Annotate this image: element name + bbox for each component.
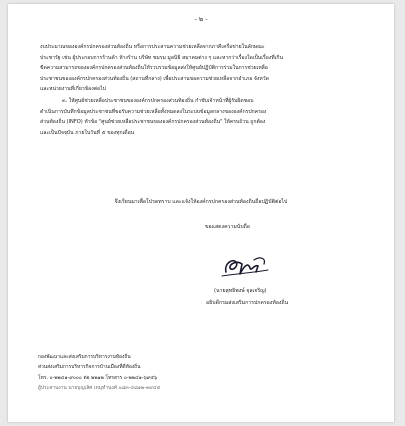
text-line: ๓. ให้ศูนย์ช่วยเหลือประชาชนขององค์กรปกครองส่วนท้องถิ่น กำชับเจ้าหน้าที่ผู้รับผิดชอบ — [62, 97, 254, 104]
footer-coordinator: ผู้ประสานงาน นายบุญเลิศ เหมุทำนงค์ ๐๘๓-๔๘๑๒-๓๙๔๕ — [38, 385, 161, 392]
footer-phone: โทร. ๐-๒๒๔๑-๙๐๐๐ ต่อ ๒๒๑๒ โทรสาร ๐-๒๒๔๑-๖๙๕๖ — [38, 374, 158, 381]
text-line: และเป็นปัจจุบัน ภายในวันที่ ๕ ของทุกเดือน — [40, 129, 135, 136]
document-page — [8, 4, 394, 422]
text-line: ขีดความสามารถขององค์กรปกครองส่วนท้องถิ่นให้รวบรวมข้อมูลส่งให้ศูนย์ปฏิบัติการร่วมในการช่วยเหลือ — [40, 65, 268, 72]
text-line: และหน่วยงานที่เกี่ยวข้องต่อไป — [40, 86, 106, 93]
signer-name: (นายสุทธิพงษ์ จุลเจริญ) — [214, 288, 267, 294]
text-line: ประชาชนขององค์กรปกครองส่วนท้องถิ่น (สถานที่กลาง) เพื่อประสานขอความช่วยเหลือจากอำเภอ จังหวัด — [40, 75, 269, 82]
paragraph-2 — [40, 96, 366, 138]
text-line: ประชารัฐ เช่น ผู้ประกอบการร้านค้า ห้างร้าน บริษัท ชมรม มูลนิธิ สมาคมต่าง ๆ และหากว่าเรื่องใดเป็นเรื่องที่เกิน — [40, 54, 283, 61]
footer-division: กองพัฒนาและส่งเสริมการบริหารงานท้องถิ่น — [38, 354, 131, 360]
footer-contact — [38, 352, 160, 394]
text-line: ดำเนินการบันทึกข้อมูลประชาชนที่ขอรับความช่วยเหลือทั้งหมดลงในระบบข้อมูลกลางขององค์กรปกครอง — [40, 108, 267, 115]
paragraph-1 — [40, 42, 366, 95]
closing-line: จึงเรียนมาเพื่อโปรดทราบ และแจ้งให้องค์กรปกครองส่วนท้องถิ่นถือปฏิบัติต่อไป — [114, 199, 288, 205]
page-number: - ๒ - — [194, 15, 208, 23]
text-line: งบประมาณขององค์กรปกครองส่วนท้องถิ่น หรือการประสานความช่วยเหลือจากภาคีเครือข่ายในลักษณะ — [40, 44, 265, 50]
regards-line: ขอแสดงความนับถือ — [205, 224, 250, 230]
signer-title: อธิบดีกรมส่งเสริมการปกครองท้องถิ่น — [206, 300, 289, 306]
footer-section: ส่วนส่งเสริมการบริหารกิจการบ้านเมืองที่ดีท้องถิ่น — [38, 364, 141, 371]
body-text — [40, 42, 366, 139]
signature-image — [220, 250, 272, 280]
text-line: ส่วนท้องถิ่น (INFO) หัวข้อ "ศูนย์ช่วยเหลือประชาชนขององค์กรปกครองส่วนท้องถิ่น" ให้ครบถ้วน ถูกต้อง — [40, 119, 266, 126]
